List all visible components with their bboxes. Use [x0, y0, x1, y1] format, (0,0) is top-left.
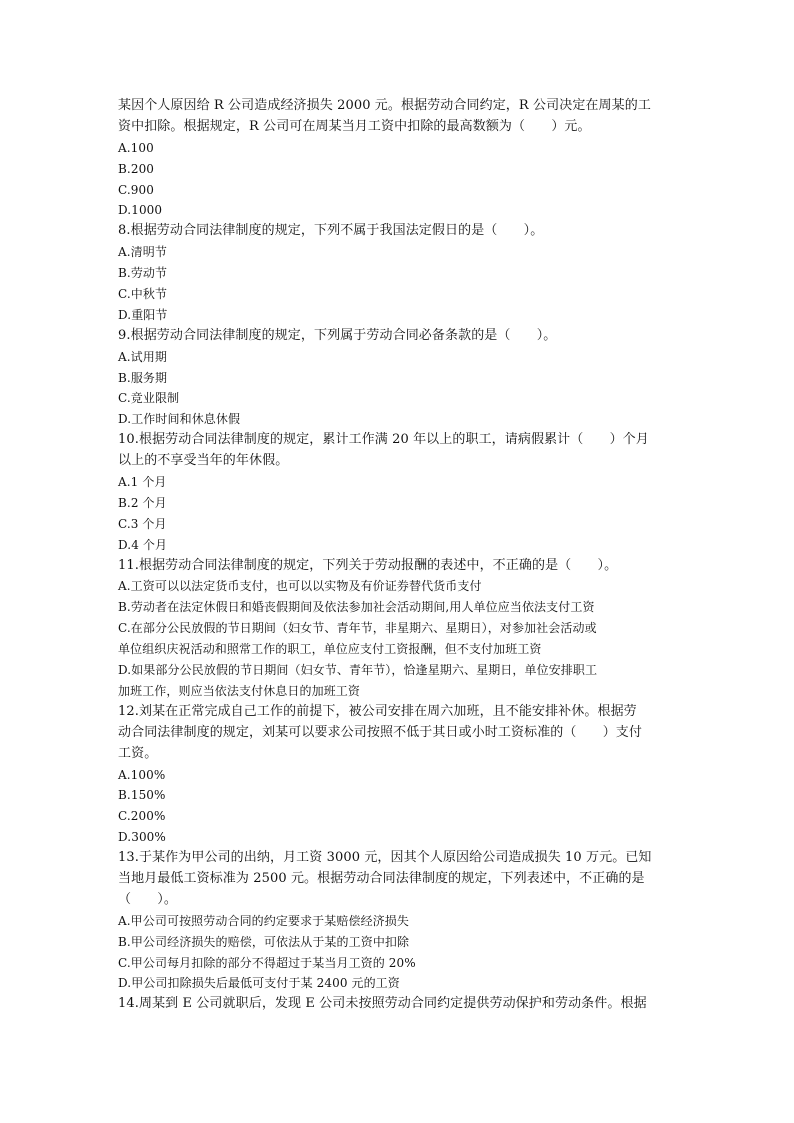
document-page [118, 96, 678, 1015]
answer-option-line: C.甲公司每月扣除的部分不得超过于某当月工资的 20% [118, 955, 416, 970]
answer-option-line: 单位组织庆祝活动和照常工作的职工，单位应支付工资报酬，但不支付加班工资 [118, 642, 542, 657]
answer-option-line: B.2 个月 [118, 495, 167, 510]
answer-option-line: C.竞业限制 [118, 391, 180, 406]
answer-option-line: D.重阳节 [118, 307, 168, 322]
answer-option-line: B.150% [118, 788, 166, 803]
answer-option-line: B.劳动节 [118, 266, 168, 281]
question-text-line: 某因个人原因给 R 公司造成经济损失 2000 元。根据劳动合同约定，R 公司决定在周某的工 [118, 98, 651, 113]
question-text-line: 以上的不享受当年的年休假。 [118, 453, 289, 469]
question-text-line: （ ）。 [118, 891, 178, 907]
answer-option-line: A.1 个月 [118, 475, 167, 490]
question-text-line: 11.根据劳动合同法律制度的规定，下列关于劳动报酬的表述中，不正确的是（ ）。 [118, 557, 618, 573]
question-text-line: 14.周某到 E 公司就职后，发现 E 公司未按照劳动合同约定提供劳动保护和劳动条件。根据 [118, 996, 647, 1012]
answer-option-line: D.300% [118, 830, 166, 845]
question-text-line: 13.于某作为甲公司的出纳，月工资 3000 元，因其个人原因给公司造成损失 10 万元。已知 [118, 850, 652, 866]
answer-option-line: 加班工作，则应当依法支付休息日的加班工资 [118, 683, 361, 698]
answer-option-line: A.试用期 [118, 349, 167, 364]
answer-option-line: A.清明节 [118, 245, 167, 260]
answer-option-line: B.甲公司经济损失的赔偿，可依法从于某的工资中扣除 [118, 934, 410, 949]
answer-option-line: A.甲公司可按照劳动合同的约定要求于某赔偿经济损失 [118, 913, 409, 928]
answer-option-line: D.工作时间和休息休假 [118, 412, 241, 427]
question-text-line: 资中扣除。根据规定，R 公司可在周某当月工资中扣除的最高数额为（ ）元。 [118, 118, 591, 134]
question-text-line: 10.根据劳动合同法律制度的规定，累计工作满 20 年以上的职工，请病假累计（ ）个月 [118, 432, 649, 448]
answer-option-line: A.100% [118, 767, 166, 782]
question-text-line: 动合同法律制度的规定，刘某可以要求公司按照不低于其日或小时工资标准的（ ）支付 [118, 724, 643, 740]
answer-option-line: C.3 个月 [118, 516, 167, 531]
answer-option-line: A.工资可以以法定货币支付，也可以以实物及有价证券替代货币支付 [118, 579, 482, 594]
answer-option-line: C.200% [118, 809, 166, 824]
question-text-line: 9.根据劳动合同法律制度的规定，下列属于劳动合同必备条款的是（ ）。 [118, 327, 557, 343]
answer-option-line: C.900 [118, 182, 154, 197]
answer-option-line: D.甲公司扣除损失后最低可支付于某 2400 元的工资 [118, 976, 400, 991]
question-text-line: 当地月最低工资标准为 2500 元。根据劳动合同法律制度的规定，下列表述中，不正确的是 [118, 870, 645, 886]
answer-option-line: B.200 [118, 161, 155, 176]
question-text-line: 工资。 [118, 745, 158, 761]
answer-option-line: D.1000 [118, 203, 163, 218]
answer-option-line: D.如果部分公民放假的节日期间（妇女节、青年节），恰逢星期六、星期日，单位安排职工 [118, 663, 598, 678]
answer-option-line: D.4 个月 [118, 537, 168, 552]
answer-option-line: B.服务期 [118, 370, 168, 385]
answer-option-line: C.中秋节 [118, 287, 168, 302]
answer-option-line: B.劳动者在法定休假日和婚丧假期间及依法参加社会活动期间,用人单位应当依法支付工资 [118, 600, 595, 615]
question-text-line: 8.根据劳动合同法律制度的规定，下列不属于我国法定假日的是（ ）。 [118, 223, 544, 239]
answer-option-line: A.100 [118, 140, 154, 155]
answer-option-line: C.在部分公民放假的节日期间（妇女节、青年节，非星期六、星期日），对参加社会活动或 [118, 621, 597, 636]
question-text-line: 12.刘某在正常完成自己工作的前提下，被公司安排在周六加班，且不能安排补休。根据劳 [118, 703, 637, 719]
